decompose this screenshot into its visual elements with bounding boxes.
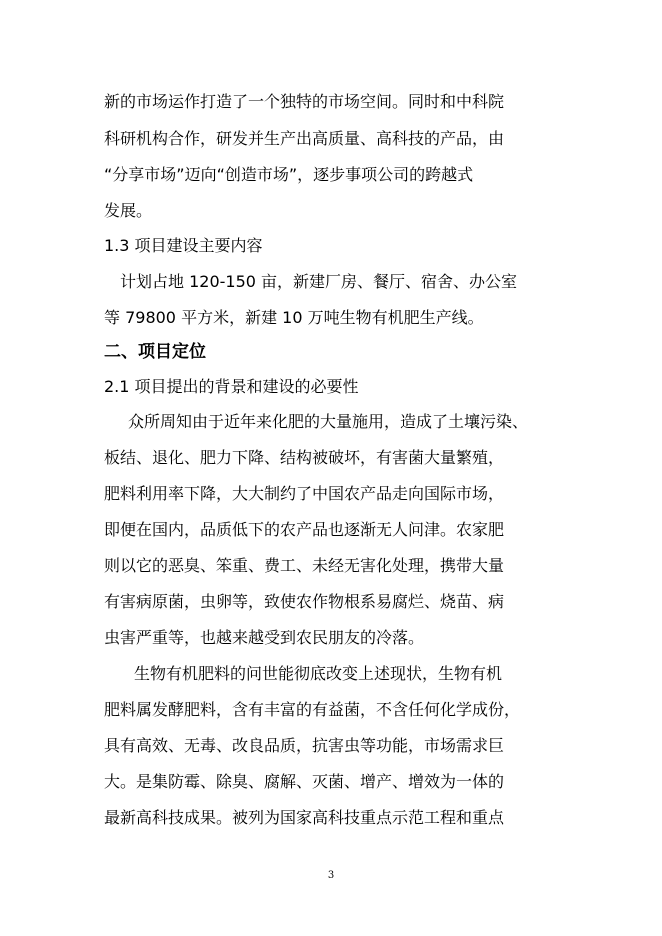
section-heading-1-3: 1.3 项目建设主要内容	[104, 236, 263, 255]
body-text-line: 大。是集防霉、除臭、腐解、灭菌、增产、增效为一体的	[104, 772, 505, 791]
body-text-line: 肥料利用率下降，大大制约了中国农产品走向国际市场，	[104, 484, 505, 503]
body-text-line: 生物有机肥料的问世能彻底改变上述现状，生物有机	[134, 664, 503, 683]
body-text-line: 肥料属发酵肥料，含有丰富的有益菌，不含任何化学成份，	[104, 700, 521, 719]
body-text-line: 即便在国内，品质低下的农产品也逐渐无人问津。农家肥	[104, 520, 505, 539]
body-text-line: 虫害严重等，也越来越受到农民朋友的冷落。	[104, 628, 425, 647]
body-text-line: 计划占地 120-150 亩，新建厂房、餐厅、宿舍、办公室	[120, 272, 518, 291]
body-text-line: 新的市场运作打造了一个独特的市场空间。同时和中科院	[104, 92, 505, 111]
body-text-line: 最新高科技成果。被列为国家高科技重点示范工程和重点	[104, 808, 505, 827]
body-text-line: 科研机构合作，研发并生产出高质量、高科技的产品，由	[104, 129, 505, 148]
body-text-line: “分享市场”迈向“创造市场”，逐步事项公司的跨越式	[104, 165, 474, 184]
body-text-line: 有害病原菌，虫卵等，致使农作物根系易腐烂、烧苗、病	[104, 592, 505, 611]
section-heading-2-1: 2.1 项目提出的背景和建设的必要性	[104, 377, 359, 396]
body-text-line: 则以它的恶臭、笨重、费工、未经无害化处理，携带大量	[104, 556, 505, 575]
body-text-line: 等 79800 平方米，新建 10 万吨生物有机肥生产线。	[104, 308, 484, 327]
body-text-line: 发展。	[104, 201, 153, 220]
chapter-heading: 二、项目定位	[104, 342, 206, 362]
body-text-line: 板结、退化、肥力下降、结构被破坏，有害菌大量繁殖，	[104, 448, 505, 467]
page-number: 3	[327, 870, 335, 881]
body-text-line: 具有高效、无毒、改良品质，抗害虫等功能，市场需求巨	[104, 736, 505, 755]
body-text-line: 众所周知由于近年来化肥的大量施用，造成了土壤污染、	[128, 412, 529, 431]
